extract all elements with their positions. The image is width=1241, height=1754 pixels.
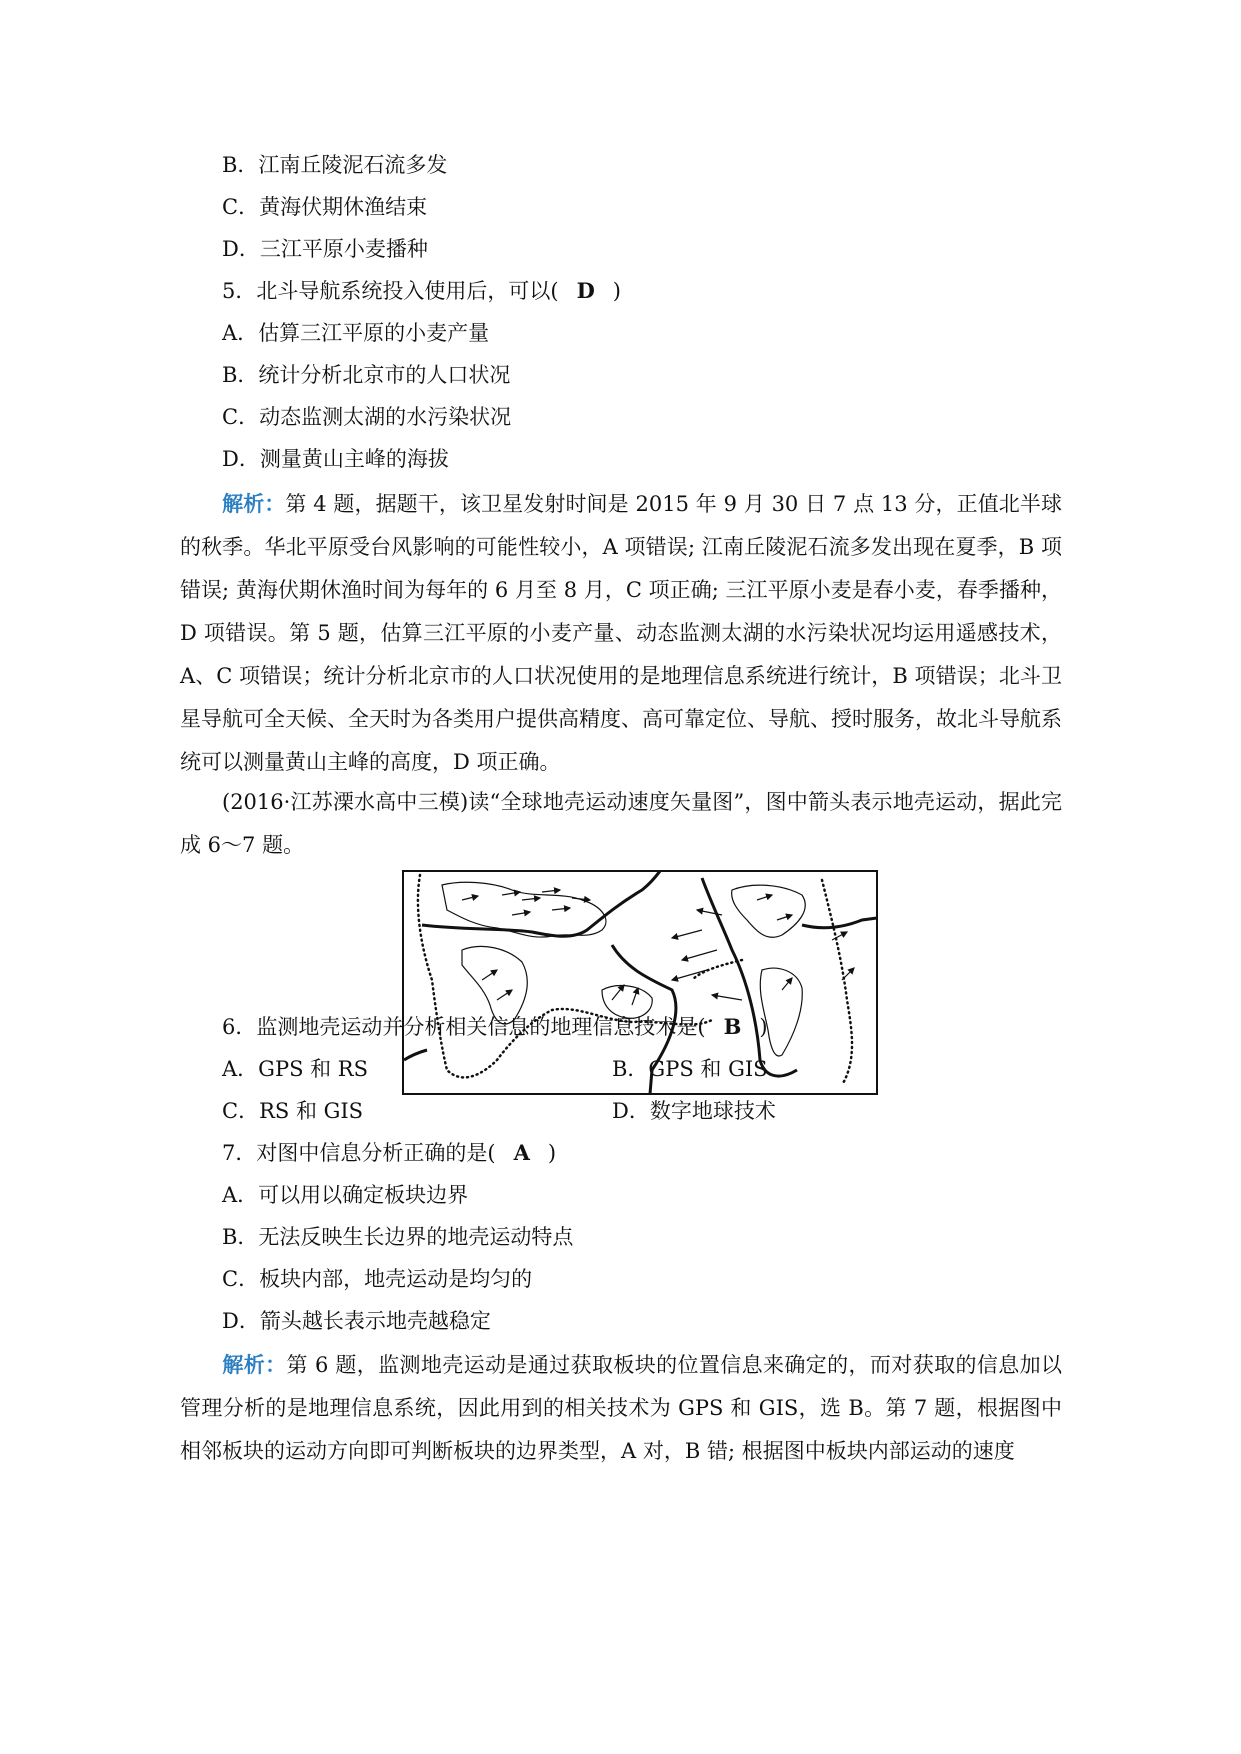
q7-option-c: C．板块内部，地壳运动是均匀的 (222, 1267, 533, 1291)
q7-option-a: A．可以用以确定板块边界 (222, 1183, 469, 1207)
q6-option-a: A．GPS 和 RS (222, 1057, 369, 1081)
q5-option-d: D．测量黄山主峰的海拔 (222, 447, 449, 471)
analysis-1-text: 第 4 题，据题干，该卫星发射时间是 2015 年 9 月 30 日 7 点 13 分，正值北半球的秋季。华北平原受台风影响的可能性较小，A 项错误; 江南丘陵泥石流多发出现在夏季，B 项错误; 黄海伏期休渔时间为每年的 6 月至 8 月，C 项正确; 三江平原小麦是春小麦，春季播种，D 项错误。第 5 题，估算三江平原的小麦产量、动态监测太湖的水污染状况均运用遥感技术，A、C 项错误；统计分析北京市的人口状况使用的是地理信息系统进行统计，B 项错误；北斗卫星导航可全天候、全天时为各类用户提供高精度、高可靠定位、导航、授时服务，故北斗导航系统可以测量黄山主峰的高度，D 项正确。 (180, 492, 1063, 774)
q5-stem-close: ) (612, 279, 621, 303)
q6-option-d: D．数字地球技术 (612, 1099, 776, 1123)
q5-option-a: A．估算三江平原的小麦产量 (222, 321, 490, 345)
q7-stem (222, 1141, 556, 1165)
intro-text: (2016·江苏溧水高中三模)读“全球地壳运动速度矢量图”，图中箭头表示地壳运动，据此完成 6～7 题。 (180, 790, 1062, 857)
q6-answer: B (723, 1014, 742, 1039)
q7-stem-text: 7．对图中信息分析正确的是( (222, 1141, 496, 1165)
analysis-1-label: 解析： (222, 491, 286, 516)
q7-stem-close: ) (547, 1141, 557, 1165)
q4-option-b: B．江南丘陵泥石流多发 (222, 153, 448, 177)
q6-option-c: C．RS 和 GIS (222, 1099, 364, 1123)
q4-option-d: D．三江平原小麦播种 (222, 237, 428, 261)
q7-option-b: B．无法反映生长边界的地壳运动特点 (222, 1225, 574, 1249)
q7-answer: A (513, 1140, 530, 1165)
q6-stem-close: ) (759, 1015, 768, 1039)
q5-answer: D (576, 278, 595, 303)
q6-stem-text: 6．监测地壳运动并分析相关信息的地理信息技术是( (222, 1015, 706, 1039)
q5-stem-text: 5．北斗导航系统投入使用后，可以( (222, 279, 559, 303)
analysis-2-text: 第 6 题，监测地壳运动是通过获取板块的位置信息来确定的，而对获取的信息加以管理分析的是地理信息系统，因此用到的相关技术为 GPS 和 GIS，选 B。第 7 题，根据图中相邻板块的运动方向即可判断板块的边界类型，A 对，B 错; 根据图中板块内部运动的速度 (180, 1353, 1062, 1463)
q4-option-c: C．黄海伏期休渔结束 (222, 195, 428, 219)
q6-stem (222, 1015, 768, 1039)
q5-option-b: B．统计分析北京市的人口状况 (222, 363, 511, 387)
q5-stem (222, 279, 621, 303)
q5-option-c: C．动态监测太湖的水污染状况 (222, 405, 512, 429)
analysis-2 (180, 1343, 1062, 1473)
q7-option-d: D．箭头越长表示地壳越稳定 (222, 1309, 491, 1333)
intro-6-7 (180, 781, 1062, 867)
q6-option-b: B．GPS 和 GIS (612, 1057, 768, 1081)
analysis-1 (180, 482, 1062, 784)
analysis-2-label: 解析： (222, 1352, 287, 1377)
